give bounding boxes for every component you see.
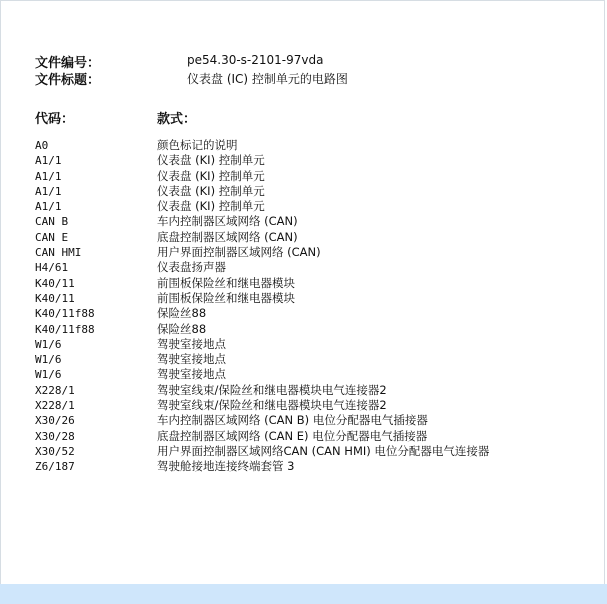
table-row: [0, 153, 607, 168]
document-number-label: 文件编号：: [35, 56, 101, 71]
row-description: 保险丝88: [157, 306, 207, 321]
table-row: [0, 230, 607, 245]
document-title-value: 仪表盘 (IC) 控制单元的电路图: [187, 72, 348, 86]
row-description: 车内控制器区域网络 (CAN B) 电位分配器电气插接器: [157, 413, 428, 428]
row-description: 底盘控制器区域网络 (CAN): [157, 229, 298, 244]
table-row: [0, 413, 607, 428]
row-description: 驾驶室线束/保险丝和继电器模块电气连接器2: [157, 382, 387, 397]
table-row: [0, 322, 607, 337]
row-code: A1/1: [35, 184, 62, 198]
table-row: [0, 214, 607, 229]
row-code: CAN B: [35, 215, 69, 229]
table-row: [0, 138, 607, 153]
row-code: K40/11: [35, 276, 75, 290]
row-code: W1/6: [35, 368, 62, 382]
table-row: [0, 260, 607, 275]
row-description: 保险丝88: [157, 321, 207, 336]
table-row: [0, 383, 607, 398]
table-row: [0, 367, 607, 382]
row-description: 车内控制器区域网络 (CAN): [157, 214, 298, 229]
row-code: X30/28: [35, 429, 75, 443]
row-code: H4/61: [35, 261, 69, 275]
component-list: [0, 138, 607, 475]
table-row: [0, 276, 607, 291]
table-row: [0, 169, 607, 184]
row-code: X228/1: [35, 399, 75, 413]
table-row: [0, 337, 607, 352]
row-code: K40/11f88: [35, 307, 95, 321]
row-description: 驾驶室接地点: [157, 352, 226, 367]
row-description: 仪表盘 (KI) 控制单元: [157, 168, 265, 183]
row-description: 仪表盘 (KI) 控制单元: [157, 199, 265, 214]
table-row: [0, 459, 607, 474]
row-code: W1/6: [35, 353, 62, 367]
table-row: [0, 306, 607, 321]
row-code: X30/52: [35, 444, 75, 458]
row-code: X228/1: [35, 383, 75, 397]
table-row: [0, 444, 607, 459]
row-code: K40/11: [35, 291, 75, 305]
row-description: 仪表盘 (KI) 控制单元: [157, 183, 265, 198]
row-code: A1/1: [35, 154, 62, 168]
row-description: 驾驶室接地点: [157, 336, 226, 351]
row-code: A1/1: [35, 200, 62, 214]
row-code: A0: [35, 139, 49, 152]
row-code: CAN E: [35, 230, 69, 244]
code-column-header: 代码：: [35, 112, 75, 127]
row-code: K40/11f88: [35, 322, 95, 336]
document-number-value: pe54.30-s-2101-97vda: [187, 53, 324, 67]
footer-bar: [0, 584, 607, 604]
row-description: 驾驶室接地点: [157, 367, 226, 382]
table-row: [0, 352, 607, 367]
table-row: [0, 291, 607, 306]
document-title-label: 文件标题：: [35, 73, 101, 88]
row-code: X30/26: [35, 414, 75, 428]
table-row: [0, 429, 607, 444]
row-description: 用户界面控制器区域网络CAN (CAN HMI) 电位分配器电气连接器: [157, 443, 490, 458]
row-description: 驾驶室线束/保险丝和继电器模块电气连接器2: [157, 398, 387, 413]
row-description: 前围板保险丝和继电器模块: [157, 290, 295, 305]
table-row: [0, 199, 607, 214]
row-code: A1/1: [35, 169, 62, 183]
table-row: [0, 245, 607, 260]
row-description: 前围板保险丝和继电器模块: [157, 275, 295, 290]
row-description: 仪表盘 (KI) 控制单元: [157, 153, 265, 168]
row-code: W1/6: [35, 337, 62, 351]
row-code: CAN HMI: [35, 246, 82, 260]
row-code: Z6/187: [35, 460, 75, 474]
row-description: 底盘控制器区域网络 (CAN E) 电位分配器电气插接器: [157, 428, 428, 443]
row-description: 仪表盘扬声器: [157, 260, 226, 275]
row-description: 颜色标记的说明: [157, 138, 238, 152]
style-column-header: 款式：: [157, 112, 197, 127]
table-row: [0, 398, 607, 413]
table-row: [0, 184, 607, 199]
row-description: 用户界面控制器区域网络 (CAN): [157, 245, 321, 260]
row-description: 驾驶舱接地连接终端套管 3: [157, 459, 295, 474]
